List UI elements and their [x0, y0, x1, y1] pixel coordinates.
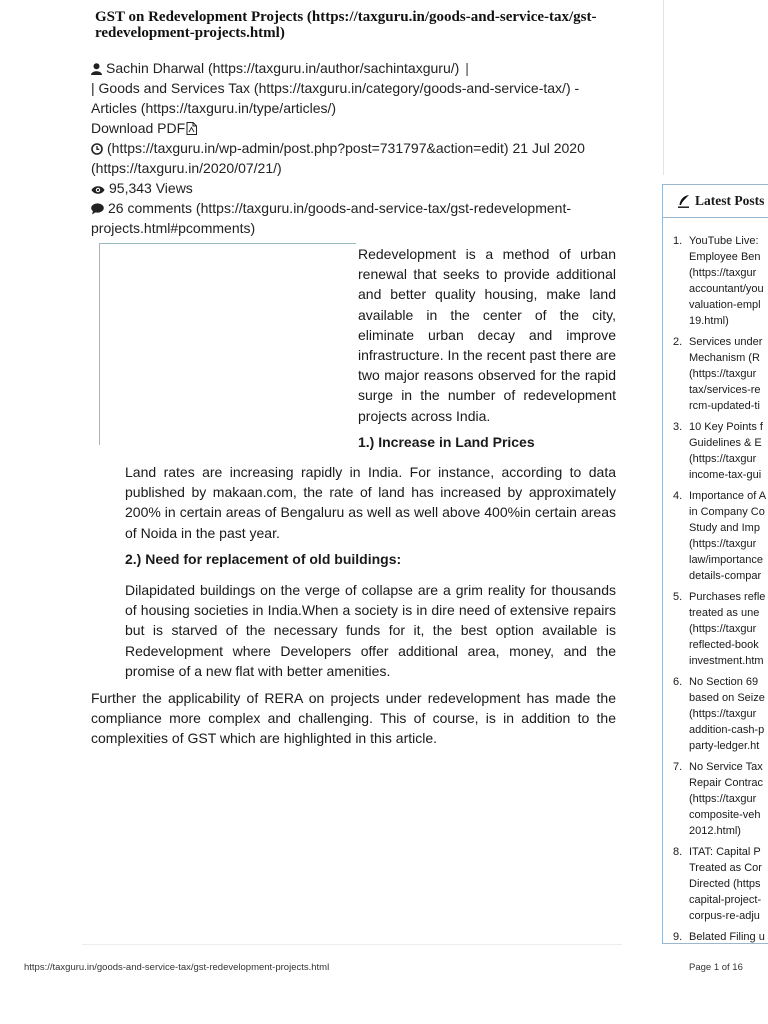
latest-post-link-text[interactable]: 19.html) [689, 315, 729, 327]
latest-post-link-text[interactable]: tax/services-re [689, 384, 761, 396]
latest-post-link-text[interactable]: Treated as Cor [689, 862, 762, 874]
article-image-placeholder [99, 243, 356, 445]
latest-post-link-text[interactable]: based on Seize [689, 692, 765, 704]
views-count: 95,343 Views [109, 180, 193, 196]
latest-post-link-text[interactable]: Mechanism (R [689, 352, 760, 364]
feather-pen-icon [677, 194, 690, 208]
comment-icon [91, 203, 104, 215]
latest-post-link-text[interactable]: details-compar [689, 570, 762, 582]
latest-post-link-text[interactable]: income-tax-gui [689, 469, 762, 481]
latest-post-link-text[interactable]: capital-project- [689, 894, 762, 906]
latest-post-link-text[interactable]: (https://taxgur [689, 793, 757, 805]
latest-post-number: 7. [673, 761, 683, 773]
download-pdf-link[interactable] [91, 118, 621, 138]
latest-post-link-text[interactable]: law/importance [689, 554, 763, 566]
latest-post-link-text[interactable]: Directed (https [689, 878, 761, 890]
edit-link[interactable]: (https://taxguru.in/wp-admin/post.php?post=731797&action=edit) 21 Jul 2020 [107, 140, 585, 156]
latest-post-link-text[interactable]: addition-cash-p [689, 724, 765, 736]
comments-link-cont[interactable]: projects.html#pcomments) [91, 220, 256, 236]
latest-post-link-text[interactable]: (https://taxgur [689, 267, 757, 279]
latest-post-link-text[interactable]: No Service Tax [689, 761, 763, 773]
latest-posts-header [663, 185, 768, 218]
latest-post-item[interactable] [663, 759, 768, 839]
latest-post-link-text[interactable]: ITAT: Capital P [689, 846, 761, 858]
category-link[interactable]: | Goods and Services Tax (https://taxguru.in/category/goods-and-service-tax/) - [91, 80, 580, 96]
views-line [91, 178, 621, 198]
latest-post-link-text[interactable]: corpus-re-adju [689, 910, 760, 922]
latest-post-link-text[interactable]: accountant/you [689, 283, 764, 295]
date-archive-link[interactable]: (https://taxguru.in/2020/07/21/) [91, 160, 282, 176]
latest-post-link-text[interactable]: Services under [689, 336, 763, 348]
clock-icon [91, 143, 103, 155]
latest-post-link-text[interactable]: (https://taxgur [689, 453, 757, 465]
latest-post-number: 4. [673, 490, 683, 502]
latest-post-item[interactable] [663, 334, 768, 414]
latest-post-link-text[interactable]: (https://taxgur [689, 623, 757, 635]
latest-post-item[interactable] [663, 419, 768, 483]
latest-post-link-text[interactable]: (https://taxgur [689, 538, 757, 550]
latest-post-item[interactable] [663, 589, 768, 669]
latest-post-item[interactable] [663, 929, 768, 944]
latest-post-link-text[interactable]: 10 Key Points f [689, 421, 763, 433]
latest-post-link-text[interactable]: investment.htm [689, 655, 764, 667]
latest-post-link-text[interactable]: Importance of A [689, 490, 767, 502]
latest-post-number: 1. [673, 235, 683, 247]
latest-post-item[interactable] [663, 844, 768, 924]
latest-post-number: 2. [673, 336, 683, 348]
latest-post-number: 8. [673, 846, 683, 858]
latest-posts-widget [662, 184, 768, 944]
comments-link[interactable]: 26 comments (https://taxguru.in/goods-and-service-tax/gst-redevelopment- [108, 200, 571, 216]
latest-post-link-text[interactable]: No Section 69 [689, 676, 759, 688]
latest-post-link-text[interactable]: rcm-updated-ti [689, 400, 760, 412]
latest-posts-title: Latest Posts [695, 193, 765, 208]
download-pdf-label: Download PDF [91, 120, 186, 136]
date-line[interactable] [91, 138, 621, 158]
latest-post-link-text[interactable]: Guidelines & E [689, 437, 762, 449]
latest-post-item[interactable] [663, 674, 768, 754]
meta-separator: | [465, 60, 469, 76]
land-prices-paragraph: Land rates are increasing rapidly in India. For instance, according to data published by makaan.com, the rate of land has increased by approximately 200% in certain areas of Bengaluru as well as well above 400%in certain areas of Noida in the past year. [125, 464, 616, 541]
latest-post-number: 5. [673, 591, 683, 603]
latest-post-link-text[interactable]: valuation-empl [689, 299, 761, 311]
column-divider [663, 0, 664, 175]
latest-post-link-text[interactable]: Study and Imp [689, 522, 760, 534]
latest-post-item[interactable] [663, 233, 768, 329]
article-meta [91, 58, 621, 238]
author-line [91, 58, 621, 78]
pdf-file-icon [186, 122, 197, 135]
latest-post-number: 9. [673, 931, 683, 943]
latest-post-link-text[interactable]: composite-veh [689, 809, 761, 821]
page-number: Page 1 of 16 [689, 962, 743, 973]
user-icon [91, 63, 102, 75]
footer-url: https://taxguru.in/goods-and-service-tax/gst-redevelopment-projects.html [24, 962, 330, 973]
latest-post-number: 3. [673, 421, 683, 433]
author-link[interactable]: Sachin Dharwal (https://taxguru.in/author/sachintaxguru/) [106, 60, 460, 76]
latest-post-number: 6. [673, 676, 683, 688]
latest-post-link-text[interactable]: reflected-book [689, 639, 759, 651]
latest-post-link-text[interactable]: Repair Contrac [689, 777, 763, 789]
latest-post-link-text[interactable]: Belated Filing u [689, 931, 765, 943]
type-link[interactable]: Articles (https://taxguru.in/type/articles/) [91, 100, 337, 116]
latest-post-link-text[interactable]: (https://taxgur [689, 708, 757, 720]
eye-icon [91, 185, 105, 195]
latest-post-link-text[interactable]: (https://taxgur [689, 368, 757, 380]
heading-old-buildings: 2.) Need for replacement of old buildings: [125, 551, 402, 567]
latest-post-link-text[interactable]: Employee Ben [689, 251, 761, 263]
heading-land-prices: 1.) Increase in Land Prices [358, 434, 535, 450]
footer-divider [82, 944, 622, 945]
latest-post-link-text[interactable]: party-ledger.ht [689, 740, 760, 752]
comments-line[interactable] [91, 198, 621, 218]
latest-post-item[interactable] [663, 488, 768, 584]
page-title[interactable]: GST on Redevelopment Projects (https://taxguru.in/goods-and-service-tax/gst-redevelopment-projects.html) [95, 9, 597, 41]
latest-post-link-text[interactable]: treated as une [689, 607, 760, 619]
intro-paragraph: Redevelopment is a method of urban renewal that seeks to provide additional and better quality housing, make land available in the center of the city, eliminate urban decay and improve infrastructure. In the recent past there are two major reasons observed for the rapid surge in the number of redevelopment projects across India. [358, 246, 616, 424]
rera-paragraph: Further the applicability of RERA on projects under redevelopment has made the compliance more complex and challenging. This of course, is in addition to the complexities of GST which are highlighted in this article. [91, 690, 616, 747]
latest-post-link-text[interactable]: YouTube Live: [689, 235, 759, 247]
latest-post-link-text[interactable]: in Company Co [689, 506, 765, 518]
latest-post-link-text[interactable]: 2012.html) [689, 825, 741, 837]
latest-posts-list [663, 218, 768, 944]
old-buildings-paragraph: Dilapidated buildings on the verge of collapse are a grim reality for thousands of housing societies in India.When a society is in dire need of extensive repairs but is starved of the necessary funds for it, the best option available is Redevelopment where Developers offer additional area, money, and the promise of a new flat with better amenities. [125, 582, 616, 679]
latest-post-link-text[interactable]: Purchases refle [689, 591, 766, 603]
